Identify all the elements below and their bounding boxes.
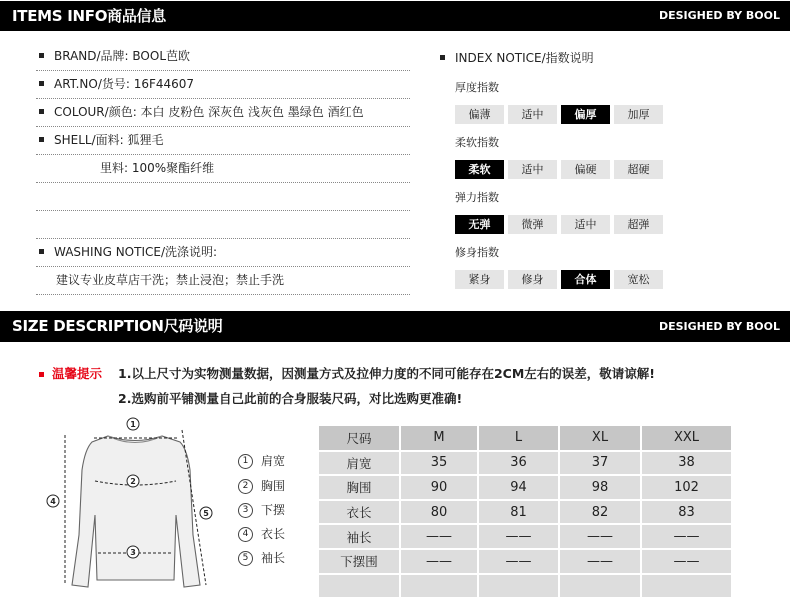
info-row-lining: 里料: 100%聚酯纤维: [36, 155, 410, 183]
mark-2-label: 2: [130, 477, 136, 486]
table-cell: 35: [400, 451, 478, 476]
index-option-selected: 无弹: [455, 215, 504, 234]
table-cell: 83: [641, 500, 732, 525]
info-row-colour: COLOUR/颜色: 本白 皮粉色 深灰色 浅灰色 墨绿色 酒红色: [36, 99, 410, 127]
table-cell: [641, 574, 732, 599]
legend-label: 袖长: [261, 551, 286, 565]
designer-credit: DESIGHED BY BOOL: [658, 320, 780, 333]
index-option: 超硬: [614, 160, 663, 179]
table-row: [319, 500, 732, 525]
index-option: 适中: [508, 105, 557, 124]
table-cell: ——: [478, 524, 559, 549]
table-header-cell: M: [400, 426, 478, 451]
legend-label: 胸围: [261, 479, 286, 493]
table-row-label: 衣长: [319, 500, 400, 525]
index-group-options: [455, 105, 665, 124]
table-header-cell: XXL: [641, 426, 732, 451]
table-row-label: 胸围: [319, 475, 400, 500]
tip-bullet-icon: [39, 372, 44, 377]
mark-1-label: 1: [130, 420, 136, 429]
table-cell: ——: [559, 549, 641, 574]
table-cell: 82: [559, 500, 641, 525]
table-row-label: 下摆围: [319, 549, 400, 574]
index-option: 超弹: [614, 215, 663, 234]
legend-number: 3: [238, 503, 253, 518]
index-option: 适中: [508, 160, 557, 179]
legend-number: 5: [238, 551, 253, 566]
legend-item: [238, 525, 285, 543]
size-description-header: [0, 311, 790, 342]
table-cell: ——: [559, 524, 641, 549]
info-row-empty-1: [36, 183, 410, 211]
legend-number: 1: [238, 454, 253, 469]
legend-item: [238, 477, 285, 495]
index-group-title: 厚度指数: [455, 81, 499, 94]
index-option: 偏薄: [455, 105, 504, 124]
table-cell: 38: [641, 451, 732, 476]
legend-label: 衣长: [261, 527, 286, 541]
bullet-icon: [39, 249, 44, 254]
bullet-icon: [39, 53, 44, 58]
legend-item: [238, 501, 285, 519]
legend-label: 肩宽: [261, 454, 286, 468]
size-table: [319, 426, 733, 599]
items-info-title: ITEMS INFO商品信息: [12, 7, 166, 25]
table-row: [319, 524, 732, 549]
index-group-options: [455, 215, 665, 234]
info-row-brand: BRAND/品牌: BOOL芭欧: [36, 43, 410, 71]
table-row: [319, 451, 732, 476]
table-header-row: [319, 426, 732, 451]
mark-3-label: 3: [130, 548, 136, 557]
shirt-measurement-diagram: [40, 415, 220, 600]
table-header-cell: L: [478, 426, 559, 451]
bullet-icon: [440, 55, 445, 60]
tip-label: 温馨提示: [52, 366, 103, 381]
table-cell: ——: [400, 524, 478, 549]
tip-line-1: 1.以上尺寸为实物测量数据，因测量方式及拉伸力度的不同可能存在2CM左右的误差，敬请谅解!: [118, 366, 655, 381]
legend-item: [238, 549, 285, 567]
index-group-options: [455, 160, 665, 179]
table-cell: ——: [641, 524, 732, 549]
bullet-icon: [39, 81, 44, 86]
size-description-title: SIZE DESCRIPTION尺码说明: [12, 317, 223, 335]
shirt-outline: [72, 436, 200, 587]
items-info-header: [0, 1, 790, 31]
table-row: [319, 574, 732, 599]
table-row: [319, 549, 732, 574]
index-option: 加厚: [614, 105, 663, 124]
index-option-selected: 合体: [561, 270, 610, 289]
table-cell: 98: [559, 475, 641, 500]
table-cell: ——: [641, 549, 732, 574]
table-row: [319, 475, 732, 500]
info-row-washing-detail: 建议专业皮草店干洗；禁止浸泡；禁止手洗: [36, 267, 410, 295]
table-row-label: 袖长: [319, 524, 400, 549]
table-cell: [559, 574, 641, 599]
table-header-cell: 尺码: [319, 426, 400, 451]
info-row-empty-2: [36, 211, 410, 239]
index-option-selected: 柔软: [455, 160, 504, 179]
index-option: 微弹: [508, 215, 557, 234]
index-option: 紧身: [455, 270, 504, 289]
table-row-label: 肩宽: [319, 451, 400, 476]
table-cell: 102: [641, 475, 732, 500]
designer-credit: DESIGHED BY BOOL: [658, 9, 780, 22]
table-cell: 36: [478, 451, 559, 476]
bullet-icon: [39, 109, 44, 114]
legend-number: 2: [238, 479, 253, 494]
index-group-title: 修身指数: [455, 246, 499, 259]
index-option: 偏硬: [561, 160, 610, 179]
table-cell: 37: [559, 451, 641, 476]
mark-4-label: 4: [50, 497, 56, 506]
legend-item: [238, 452, 285, 470]
info-row-art-no: ART.NO/货号: 16F44607: [36, 71, 410, 99]
table-cell: 94: [478, 475, 559, 500]
table-cell: 81: [478, 500, 559, 525]
table-cell: ——: [478, 549, 559, 574]
index-group-title: 弹力指数: [455, 191, 499, 204]
table-cell: [478, 574, 559, 599]
mark-5-label: 5: [203, 509, 209, 518]
index-notice-title: INDEX NOTICE/指数说明: [440, 46, 594, 70]
table-cell: ——: [400, 549, 478, 574]
info-row-shell: SHELL/面料: 狐狸毛: [36, 127, 410, 155]
index-group-options: [455, 270, 665, 289]
table-header-cell: XL: [559, 426, 641, 451]
index-option: 适中: [561, 215, 610, 234]
index-group-title: 柔软指数: [455, 136, 499, 149]
legend-number: 4: [238, 527, 253, 542]
bullet-icon: [39, 137, 44, 142]
table-cell: 90: [400, 475, 478, 500]
index-option-selected: 偏厚: [561, 105, 610, 124]
table-cell: [400, 574, 478, 599]
index-option: 宽松: [614, 270, 663, 289]
info-row-washing: WASHING NOTICE/洗涤说明:: [36, 239, 410, 267]
legend-label: 下摆: [261, 503, 286, 517]
tip-line-2: 2.选购前平铺测量自己此前的合身服装尺码，对比选购更准确!: [118, 391, 463, 406]
table-cell: 80: [400, 500, 478, 525]
index-option: 修身: [508, 270, 557, 289]
table-row-label: [319, 574, 400, 599]
